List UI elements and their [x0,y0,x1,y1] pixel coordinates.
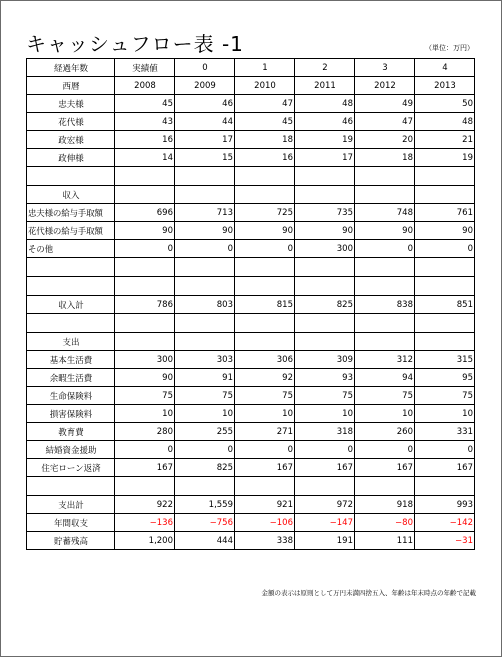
empty-cell [175,258,235,277]
value-cell: 47 [235,95,295,113]
value-cell: 0 [355,441,415,459]
value-cell: 1,559 [175,496,235,514]
table-row [27,423,475,441]
value-cell: 18 [235,131,295,149]
empty-cell [27,167,115,186]
table-row [27,149,475,167]
value-cell: 918 [355,496,415,514]
empty-cell [415,314,475,333]
empty-cell [295,333,355,351]
row-label: 生命保険料 [27,387,115,405]
empty-cell [415,258,475,277]
row-label: 花代様 [27,113,115,131]
value-cell: 10 [295,405,355,423]
value-cell: 300 [295,240,355,258]
table-row [27,113,475,131]
value-cell: 0 [295,441,355,459]
empty-cell [415,477,475,496]
table-row [27,405,475,423]
value-cell: 20 [355,131,415,149]
table-row [27,514,475,532]
empty-cell [355,258,415,277]
value-cell: 49 [355,95,415,113]
table-row [27,441,475,459]
table-row [27,369,475,387]
empty-cell [27,258,115,277]
value-cell: 972 [295,496,355,514]
value-cell: 43 [115,113,175,131]
empty-cell [175,167,235,186]
row-label: 政宏様 [27,131,115,149]
value-cell: 95 [415,369,475,387]
row-label: 基本生活費 [27,351,115,369]
empty-cell [115,477,175,496]
header-cell: 実績値 [115,59,175,77]
row-label: 花代様の給与手取額 [27,222,115,240]
empty-cell [295,167,355,186]
year-cell: 2011 [295,77,355,95]
table-row [27,167,475,186]
value-cell: 0 [235,441,295,459]
table-row [27,333,475,351]
value-cell: 0 [175,441,235,459]
value-cell: 331 [415,423,475,441]
value-cell: −106 [235,514,295,532]
empty-cell [355,314,415,333]
value-cell: 921 [235,496,295,514]
empty-cell [355,167,415,186]
value-cell: 21 [415,131,475,149]
value-cell: 280 [115,423,175,441]
value-cell: 17 [295,149,355,167]
value-cell: 0 [355,240,415,258]
row-label: 損害保険料 [27,405,115,423]
footnote: 金額の表示は原則として万円未満四捨五入、年齢は年末時点の年齢で記載 [261,589,476,597]
value-cell: 306 [235,351,295,369]
value-cell: 10 [355,405,415,423]
value-cell: 14 [115,149,175,167]
unit-note: （単位：万円） [425,44,474,52]
section-label: 収入 [27,186,115,204]
value-cell: 803 [175,296,235,314]
value-cell: 75 [295,387,355,405]
value-cell: 713 [175,204,235,222]
value-cell: −136 [115,514,175,532]
value-cell: 48 [295,95,355,113]
value-cell: 825 [175,459,235,477]
table-row [27,296,475,314]
page-title: キャッシュフロー表 -1 [26,32,244,56]
value-cell: −31 [415,532,475,550]
row-label: 忠夫様 [27,95,115,113]
empty-cell [355,186,415,204]
value-cell: 167 [295,459,355,477]
table-row [27,496,475,514]
empty-cell [235,477,295,496]
value-cell: 19 [295,131,355,149]
table-row [27,314,475,333]
value-cell: 312 [355,351,415,369]
value-cell: 0 [115,441,175,459]
empty-cell [355,477,415,496]
value-cell: 16 [235,149,295,167]
empty-cell [235,186,295,204]
header-label: 経過年数 [27,59,115,77]
value-cell: 167 [355,459,415,477]
empty-cell [115,258,175,277]
value-cell: 18 [355,149,415,167]
header-cell: 1 [235,59,295,77]
value-cell: 993 [415,496,475,514]
year-cell: 2012 [355,77,415,95]
table-row [27,77,475,95]
row-label: 忠夫様の給与手取額 [27,204,115,222]
value-cell: 90 [175,222,235,240]
empty-cell [175,333,235,351]
value-cell: 191 [295,532,355,550]
year-cell: 2009 [175,77,235,95]
row-label: 収入計 [27,296,115,314]
value-cell: 300 [115,351,175,369]
year-cell: 2013 [415,77,475,95]
value-cell: 260 [355,423,415,441]
value-cell: 0 [235,240,295,258]
empty-cell [175,186,235,204]
header-cell: 3 [355,59,415,77]
value-cell: 922 [115,496,175,514]
value-cell: −147 [295,514,355,532]
value-cell: 0 [115,240,175,258]
row-label: 貯蓄残高 [27,532,115,550]
value-cell: 815 [235,296,295,314]
value-cell: 167 [235,459,295,477]
value-cell: 255 [175,423,235,441]
value-cell: 10 [415,405,475,423]
empty-cell [415,186,475,204]
value-cell: 838 [355,296,415,314]
empty-cell [415,277,475,296]
empty-cell [115,167,175,186]
empty-cell [295,314,355,333]
table-row [27,277,475,296]
value-cell: 0 [175,240,235,258]
value-cell: 90 [355,222,415,240]
value-cell: 786 [115,296,175,314]
value-cell: 75 [235,387,295,405]
table-row [27,240,475,258]
empty-cell [415,167,475,186]
value-cell: 271 [235,423,295,441]
value-cell: 444 [175,532,235,550]
value-cell: 75 [415,387,475,405]
empty-cell [115,314,175,333]
table-row [27,131,475,149]
value-cell: 825 [295,296,355,314]
empty-cell [355,333,415,351]
empty-cell [235,277,295,296]
row-label: 結婚資金援助 [27,441,115,459]
empty-cell [175,314,235,333]
value-cell: 15 [175,149,235,167]
value-cell: 93 [295,369,355,387]
value-cell: 725 [235,204,295,222]
empty-cell [115,277,175,296]
value-cell: 735 [295,204,355,222]
value-cell: 851 [415,296,475,314]
row-label: 支出計 [27,496,115,514]
value-cell: 338 [235,532,295,550]
value-cell: 17 [175,131,235,149]
value-cell: 16 [115,131,175,149]
value-cell: 696 [115,204,175,222]
row-label: 余暇生活費 [27,369,115,387]
year-cell: 2008 [115,77,175,95]
empty-cell [175,277,235,296]
value-cell: 1,200 [115,532,175,550]
value-cell: 90 [235,222,295,240]
empty-cell [235,333,295,351]
value-cell: 48 [415,113,475,131]
empty-cell [235,258,295,277]
value-cell: −142 [415,514,475,532]
value-cell: 45 [235,113,295,131]
value-cell: 45 [115,95,175,113]
value-cell: 92 [235,369,295,387]
value-cell: 19 [415,149,475,167]
table-row [27,95,475,113]
value-cell: 50 [415,95,475,113]
year-label: 西暦 [27,77,115,95]
row-label: 政伸様 [27,149,115,167]
value-cell: 90 [115,369,175,387]
empty-cell [115,186,175,204]
value-cell: 315 [415,351,475,369]
empty-cell [27,277,115,296]
value-cell: 10 [175,405,235,423]
table-row [27,387,475,405]
value-cell: 167 [115,459,175,477]
empty-cell [295,186,355,204]
value-cell: 303 [175,351,235,369]
value-cell: 0 [415,441,475,459]
empty-cell [235,314,295,333]
table-row [27,477,475,496]
value-cell: 111 [355,532,415,550]
table-row [27,351,475,369]
empty-cell [295,477,355,496]
value-cell: 46 [295,113,355,131]
value-cell: −80 [355,514,415,532]
value-cell: 75 [175,387,235,405]
row-label: 教育費 [27,423,115,441]
value-cell: 0 [415,240,475,258]
empty-cell [235,167,295,186]
table-row [27,532,475,550]
header-cell: 4 [415,59,475,77]
table-row [27,186,475,204]
value-cell: 44 [175,113,235,131]
value-cell: 10 [115,405,175,423]
empty-cell [415,333,475,351]
table-row [27,204,475,222]
value-cell: 90 [115,222,175,240]
empty-cell [295,258,355,277]
value-cell: 318 [295,423,355,441]
value-cell: 167 [415,459,475,477]
value-cell: 90 [415,222,475,240]
value-cell: 75 [115,387,175,405]
value-cell: 90 [295,222,355,240]
empty-cell [355,277,415,296]
row-label: 住宅ローン返済 [27,459,115,477]
value-cell: 761 [415,204,475,222]
empty-cell [27,314,115,333]
value-cell: 46 [175,95,235,113]
table-row [27,459,475,477]
value-cell: 47 [355,113,415,131]
year-cell: 2010 [235,77,295,95]
empty-cell [295,277,355,296]
value-cell: 75 [355,387,415,405]
section-label: 支出 [27,333,115,351]
value-cell: 748 [355,204,415,222]
empty-cell [27,477,115,496]
header-cell: 0 [175,59,235,77]
row-label: 年間収支 [27,514,115,532]
empty-cell [175,477,235,496]
value-cell: 309 [295,351,355,369]
table-row [27,222,475,240]
value-cell: −756 [175,514,235,532]
header-cell: 2 [295,59,355,77]
table-row [27,258,475,277]
value-cell: 10 [235,405,295,423]
value-cell: 91 [175,369,235,387]
row-label: その他 [27,240,115,258]
table-row [27,59,475,77]
value-cell: 94 [355,369,415,387]
cashflow-table [26,58,475,550]
empty-cell [115,333,175,351]
